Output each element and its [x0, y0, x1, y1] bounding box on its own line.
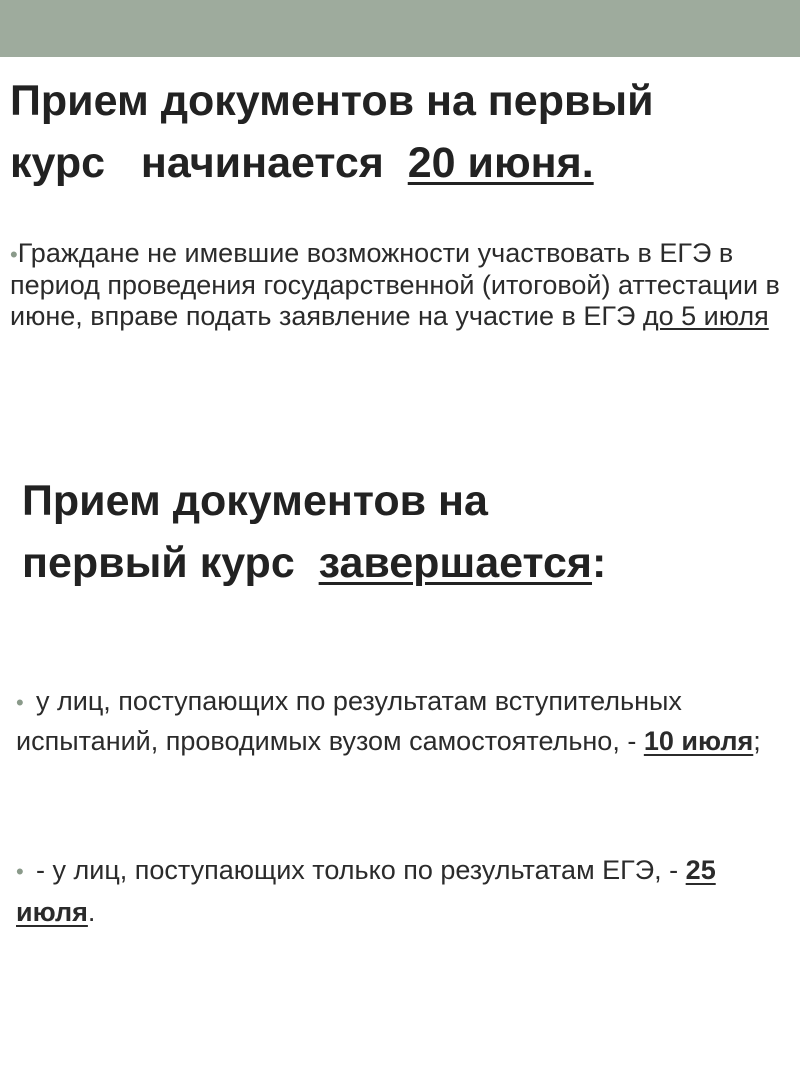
paragraph-exams-text: у лиц, поступающих по результатам вступительных испытаний, проводимых вузом самостоятельно, -: [16, 686, 682, 756]
heading-end-line2: первый курс: [22, 539, 319, 587]
heading-start-line1: Прием документов на первый: [10, 77, 654, 125]
bullet-icon: •: [16, 859, 24, 884]
paragraph-ege-deadline: до 5 июля: [642, 301, 769, 331]
paragraph-ege-only-post: .: [87, 897, 96, 927]
paragraph-ege-only-text: - у лиц, поступающих только по результатам ЕГЭ, -: [36, 855, 686, 885]
heading-end-line1: Прием документов на: [22, 477, 488, 525]
paragraph-ege-text: Граждане не имевшие возможности участвовать в ЕГЭ в период проведения государственной (итоговой) аттестации в июне, вправе подать заявление на участие в ЕГЭ: [10, 238, 780, 331]
paragraph-ege-only-deadline: [16, 850, 786, 933]
heading-end-date: [22, 470, 782, 594]
heading-start-line2: курс начинается: [10, 139, 408, 187]
heading-end-colon: :: [592, 539, 607, 587]
heading-end-underlined: завершается: [318, 539, 593, 587]
paragraph-exams-deadline: [16, 682, 786, 761]
heading-start-date-value: 20 июня.: [407, 139, 594, 187]
bullet-icon: •: [10, 242, 18, 267]
paragraph-exams-post: ;: [753, 726, 761, 756]
paragraph-exams-date: 10 июля: [643, 726, 754, 756]
top-bar: [0, 0, 800, 57]
paragraph-ege-application: [10, 238, 780, 332]
heading-start-date: [10, 70, 790, 194]
bullet-icon: •: [16, 690, 24, 715]
paragraph-ege-only-date: 25 июля: [16, 855, 716, 927]
